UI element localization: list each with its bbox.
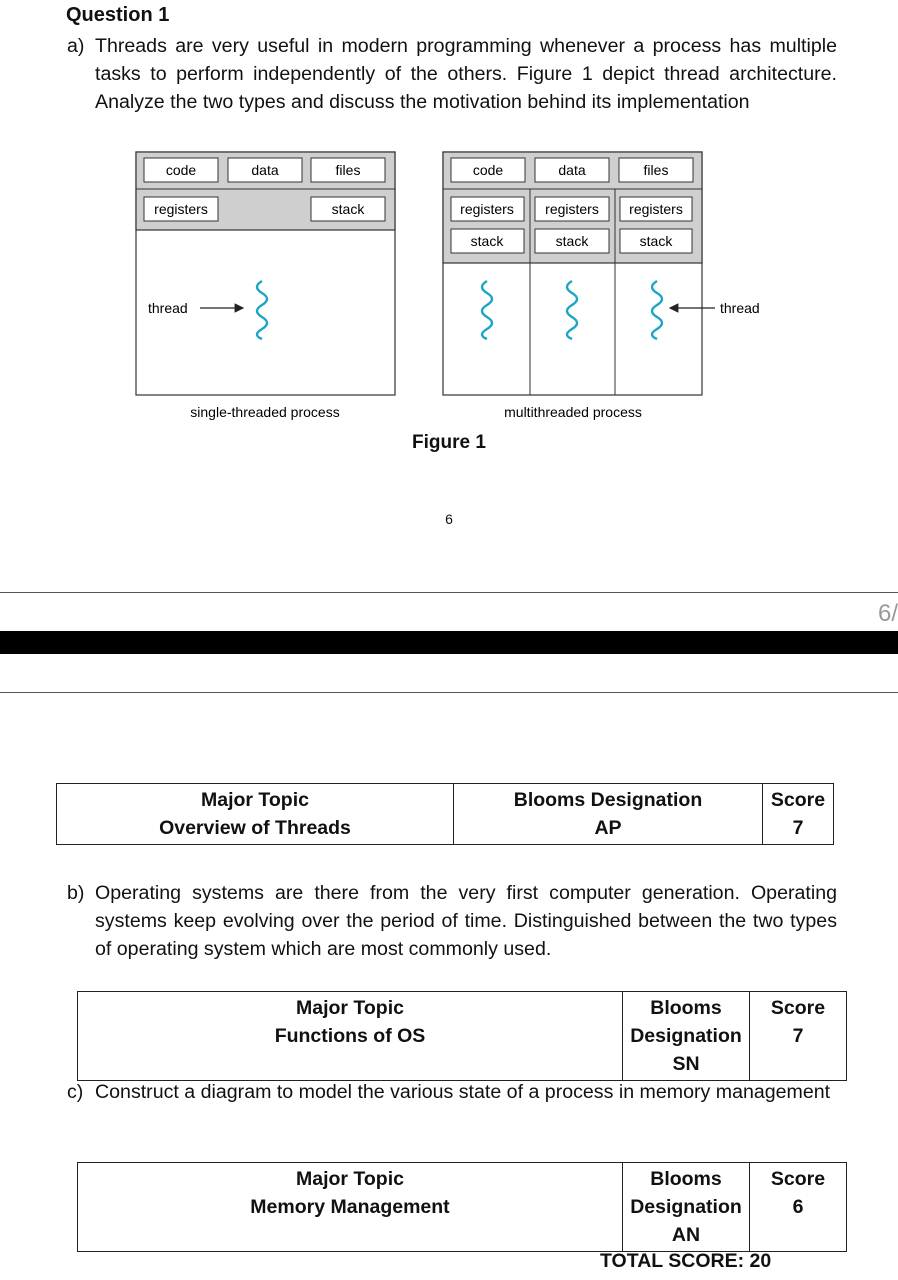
part-c-label: c)	[67, 1081, 84, 1103]
part-a-text: Threads are very useful in modern programming whenever a process has multiple tasks to perform independently of the others. Figure 1 depict thread architecture. Analyze the two types and discuss the motivation behind its implementation	[95, 35, 837, 113]
topic-table-c	[77, 1162, 847, 1252]
blooms-cell: Blooms Designation AP	[454, 784, 763, 845]
score-cell: Score 7	[763, 784, 834, 845]
score-cell: Score 7	[750, 992, 847, 1081]
multi-stack-3: stack	[639, 233, 673, 249]
single-stack-label: stack	[331, 201, 365, 217]
score-cell: Score 6	[750, 1163, 847, 1252]
multithreaded-process	[443, 152, 760, 395]
single-thread-label: thread	[148, 300, 188, 316]
part-c-question	[67, 1078, 837, 1106]
multi-caption: multithreaded process	[504, 404, 642, 420]
major-topic-cell: Major Topic Functions of OS	[78, 992, 623, 1081]
total-score: TOTAL SCORE: 20	[600, 1250, 772, 1272]
topic-table-a	[56, 783, 834, 845]
page-divider-bottom	[0, 692, 898, 693]
multi-registers-2: registers	[545, 201, 599, 217]
corner-page-number: 6/	[877, 600, 898, 627]
multi-stack-1: stack	[470, 233, 504, 249]
single-threaded-process	[136, 152, 395, 395]
major-topic-cell: Major Topic Overview of Threads	[57, 784, 454, 845]
blooms-cell: Blooms Designation SN	[623, 992, 750, 1081]
single-data-label: data	[251, 162, 279, 178]
figure-caption: Figure 1	[412, 432, 486, 453]
topic-table-b	[77, 991, 847, 1081]
thread-architecture-figure	[130, 148, 790, 428]
page-divider-top	[0, 592, 898, 593]
multi-thread-label: thread	[720, 300, 760, 316]
single-caption: single-threaded process	[190, 404, 340, 420]
blooms-cell: Blooms Designation AN	[623, 1163, 750, 1252]
multi-files-label: files	[643, 162, 669, 178]
single-files-label: files	[335, 162, 361, 178]
multi-registers-1: registers	[460, 201, 514, 217]
multi-code-label: code	[472, 162, 504, 178]
part-a-question	[67, 32, 837, 116]
part-b-label: b)	[67, 882, 85, 904]
question-title: Question 1	[66, 4, 170, 26]
page-number: 6	[445, 511, 453, 527]
part-b-text: Operating systems are there from the very first computer generation. Operating systems keep evolving over the period of time. Distinguished between the two types of operating system which are most commonly used.	[95, 882, 837, 960]
page-break-bar	[0, 631, 898, 654]
multi-registers-3: registers	[629, 201, 683, 217]
single-code-label: code	[165, 162, 197, 178]
multi-stack-2: stack	[555, 233, 589, 249]
part-b-question	[67, 879, 837, 963]
multi-data-label: data	[558, 162, 586, 178]
part-c-text: Construct a diagram to model the various state of a process in memory management	[95, 1081, 831, 1103]
single-registers-label: registers	[154, 201, 208, 217]
major-topic-cell: Major Topic Memory Management	[78, 1163, 623, 1252]
part-a-label: a)	[67, 35, 85, 57]
